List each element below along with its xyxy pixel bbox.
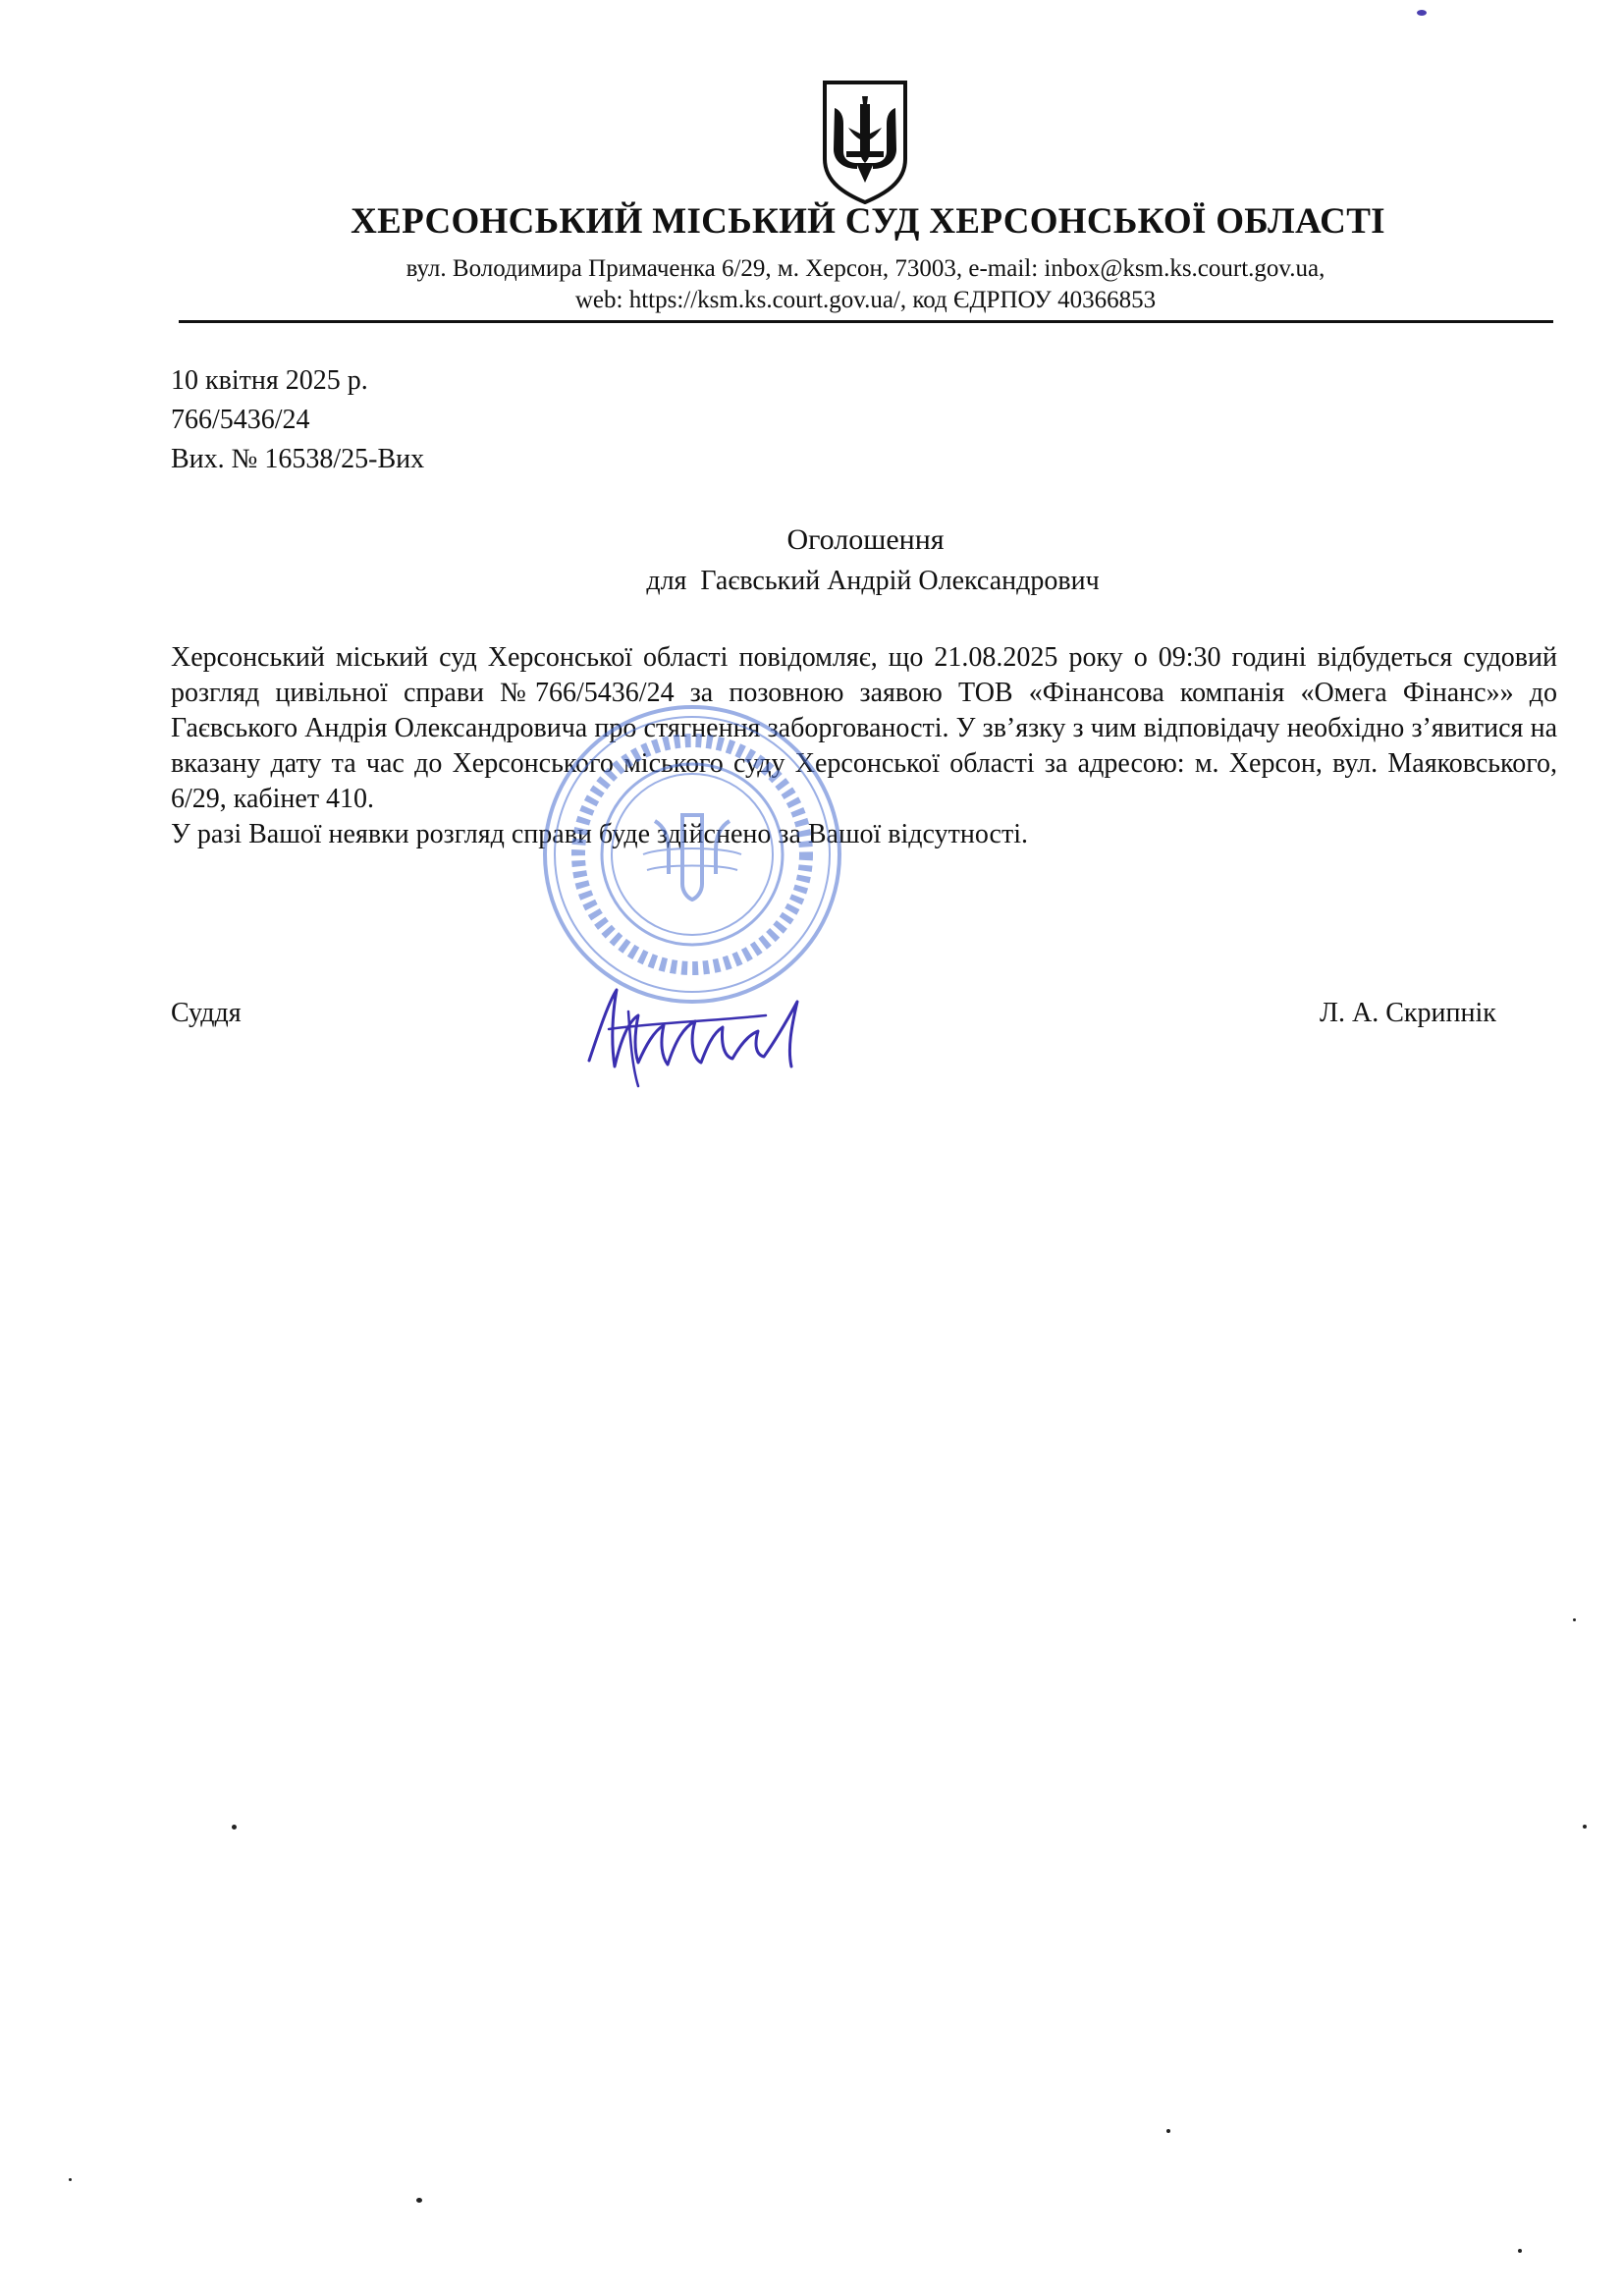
scan-speck (1583, 1825, 1587, 1829)
court-web-line: web: https://ksm.ks.court.gov.ua/, код ЄДРПОУ 40366853 (574, 287, 1157, 313)
scan-speck (232, 1825, 237, 1830)
document-date: 10 квітня 2025 р. (171, 365, 368, 396)
announcement-body (171, 640, 1557, 852)
header-divider (179, 320, 1553, 323)
body-paragraph: У разі Вашої неявки розгляд справи буде здійснено за Вашої відсутності. (171, 819, 1028, 849)
scan-speck (69, 2178, 72, 2181)
court-name: ХЕРСОНСЬКИЙ МІСЬКИЙ СУД ХЕРСОНСЬКОЇ ОБЛАСТІ (351, 201, 1385, 242)
scan-speck (416, 2198, 422, 2203)
scan-speck (1417, 10, 1427, 16)
signer-role: Суддя (171, 998, 242, 1028)
case-number: 766/5436/24 (171, 405, 310, 435)
scan-speck (1518, 2249, 1522, 2253)
announcement-title: Оголошення (786, 523, 945, 556)
handwritten-signature (569, 972, 864, 1090)
signer-name: Л. А. Скрипнік (1320, 998, 1496, 1028)
ukraine-trident-emblem-icon (819, 79, 911, 204)
scan-speck (1573, 1618, 1576, 1621)
announcement-recipient: для Гаєвський Андрій Олександрович (646, 566, 1100, 596)
scan-speck (1166, 2129, 1170, 2133)
court-address-line: вул. Володимира Примаченка 6/29, м. Херсон, 73003, e-mail: inbox@ksm.ks.court.gov.ua, (406, 255, 1325, 282)
body-paragraph: Херсонський міський суд Херсонської області повідомляє, що 21.08.2025 року о 09:30 годині відбудеться судовий розгляд цивільної справи №766/5436/24 за позовною заявою ТОВ «Фінансова компанія «Омега Фінанс»» до Гаєвського Андрія Олександровича про стягнення заборгованості. У зв’язку з чим відповідачу необхідно з’явитися на вказану дату та час до Херсонського міського суду Херсонської області за адресою: м. Херсон, вул. Маяковського, 6/29, кабінет 410. (171, 642, 1557, 814)
outgoing-number: Вих. № 16538/25-Вих (171, 444, 425, 474)
